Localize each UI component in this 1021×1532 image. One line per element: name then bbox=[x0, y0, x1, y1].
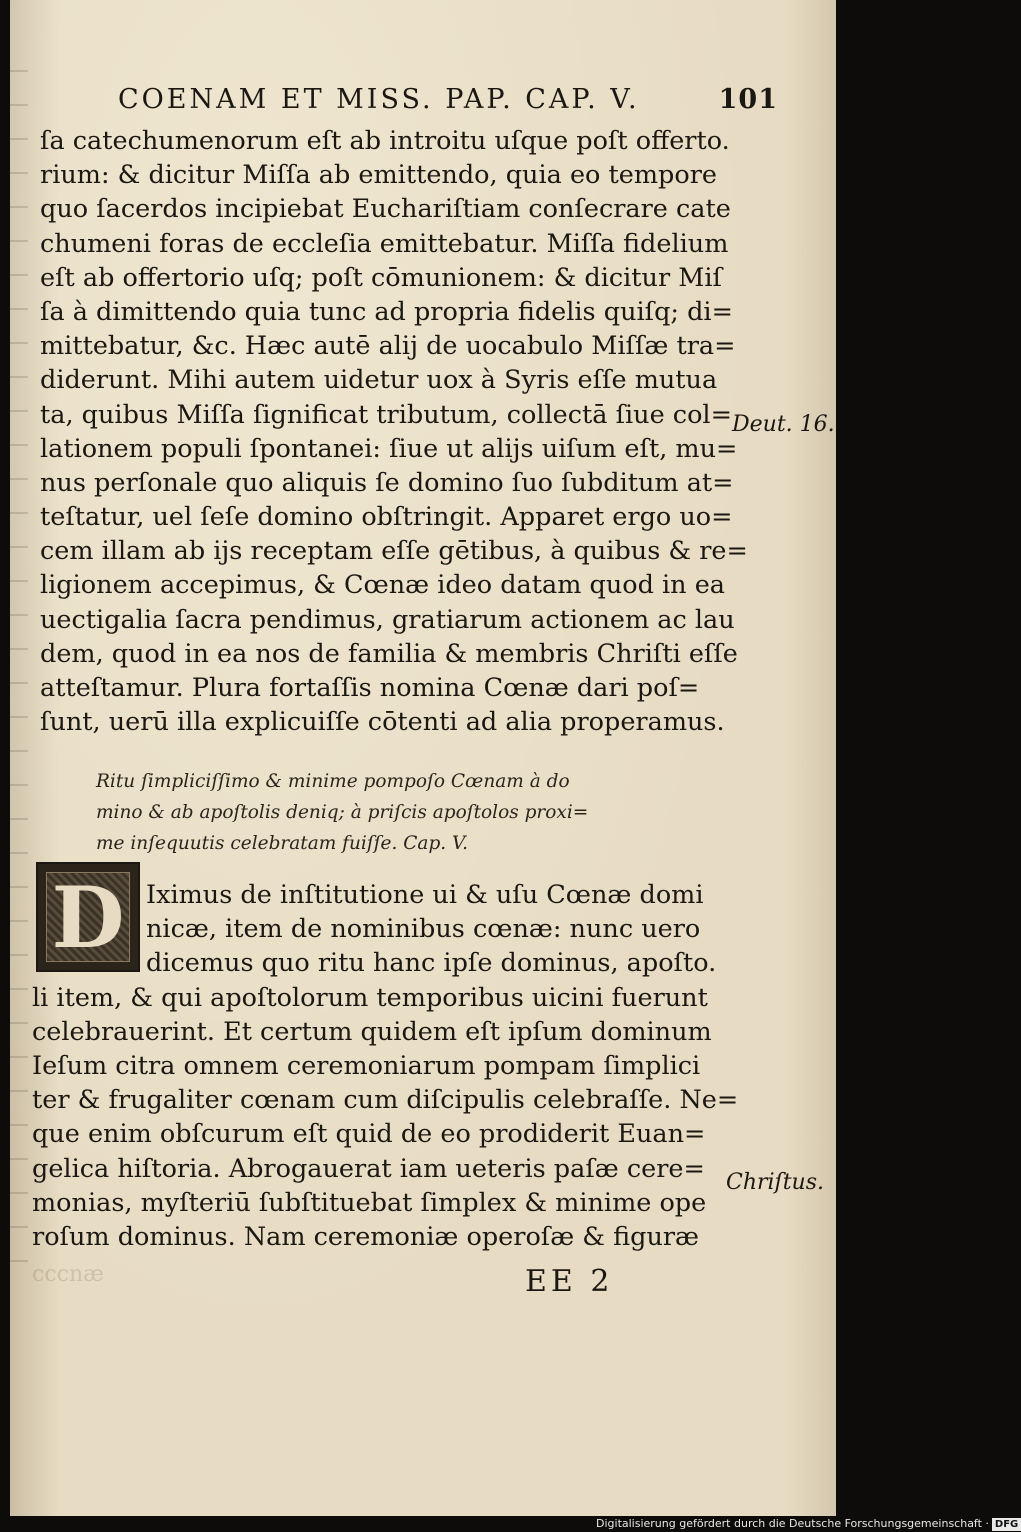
footer-credit: Digitalisierung gefördert durch die Deutsche Forschungsgemeinschaft · bbox=[596, 1517, 989, 1530]
text-line: Iximus de inſtitutione ui & uſu Cœnæ domi bbox=[146, 880, 704, 910]
heading-line: Ritu ſimpliciſſimo & minime pompoſo Cœnam à do bbox=[96, 771, 570, 792]
heading-line: me inſequutis celebratam fuiſſe. Cap. V. bbox=[96, 833, 469, 854]
text-line: mittebatur, &c. Hæc autē alij de uocabulo Miſſæ tra= bbox=[40, 331, 736, 362]
text-line: diderunt. Mihi autem uidetur uox à Syris eſſe mutua bbox=[40, 365, 718, 396]
text-line: chumeni foras de eccleſia emittebatur. Miſſa fidelium bbox=[40, 228, 729, 259]
marginal-note-deut: Deut. 16. bbox=[732, 412, 835, 437]
show-through-text: cccnæ bbox=[32, 1262, 104, 1287]
signature-mark: EE 2 bbox=[525, 1264, 614, 1299]
text-block-2 bbox=[32, 878, 752, 1254]
text-line: uectigalia ſacra pendimus, gratiarum actionem ac lau bbox=[40, 604, 735, 635]
text-line: que enim obſcurum eſt quid de eo prodiderit Euan= bbox=[32, 1119, 706, 1150]
text-line: celebrauerint. Et certum quidem eſt ipſum dominum bbox=[32, 1016, 712, 1047]
text-line: ter & frugaliter cœnam cum diſcipulis celebraſſe. Ne= bbox=[32, 1085, 739, 1116]
text-line: rium: & dicitur Miſſa ab emittendo, quia eo tempore bbox=[40, 160, 717, 191]
dfg-logo-icon: DFG bbox=[992, 1518, 1021, 1531]
text-line: Ieſum citra omnem ceremoniarum pompam ſimplici bbox=[32, 1050, 701, 1081]
text-block-1 bbox=[40, 124, 748, 739]
text-line: nus perſonale quo aliquis ſe domino ſuo ſubditum at= bbox=[40, 467, 734, 498]
text-line: gelica hiſtoria. Abrogauerat iam ueteris paſæ cere= bbox=[32, 1153, 705, 1184]
chapter-heading bbox=[96, 766, 736, 859]
heading-line: mino & ab apoſtolis deniq; à priſcis apoſtolos proxi= bbox=[96, 802, 589, 823]
text-line: ſunt, uerū illa explicuiſſe cōtenti ad alia properamus. bbox=[40, 707, 725, 738]
folio-number: 101 bbox=[718, 84, 778, 115]
text-line: monias, myſteriū ſubſtituebat ſimplex & minime ope bbox=[32, 1187, 707, 1218]
text-line: lationem populi ſpontanei: ſiue ut alijs uiſum eſt, mu= bbox=[40, 433, 738, 464]
text-line: atteſtamur. Plura fortaſſis nomina Cœnæ dari poſ= bbox=[40, 673, 700, 703]
text-line: ligionem accepimus, & Cœnæ ideo datam quod in ea bbox=[40, 570, 726, 601]
initial-letter: D bbox=[51, 868, 125, 967]
text-line: li item, & qui apoſtolorum temporibus uicini fuerunt bbox=[32, 982, 708, 1013]
text-line: ſa à dimittendo quia tunc ad propria fidelis quiſq; di= bbox=[40, 296, 733, 327]
text-line: eſt ab offertorio uſq; poſt cōmunionem: & dicitur Miſ bbox=[40, 262, 722, 293]
text-line: ſa catechumenorum eſt ab introitu uſque poſt offerto. bbox=[40, 126, 730, 156]
running-head: COENAM ET MISS. PAP. CAP. V. bbox=[118, 84, 640, 115]
text-line: dem, quod in ea nos de familia & membris Chriſti eſſe bbox=[40, 638, 738, 669]
book-page bbox=[10, 0, 836, 1516]
text-line: cem illam ab ijs receptam eſſe gētibus, à quibus & re= bbox=[40, 536, 748, 567]
text-line: nicæ, item de nominibus cœnæ: nunc uero bbox=[146, 914, 701, 945]
gutter-shadow bbox=[10, 70, 28, 1270]
text-line: roſum dominus. Nam ceremoniæ operoſæ & figuræ bbox=[32, 1221, 700, 1252]
marginal-note-christus: Chriſtus. bbox=[726, 1170, 824, 1195]
text-line: teſtatur, uel ſeſe domino obſtringit. Apparet ergo uo= bbox=[40, 502, 733, 533]
digitization-footer bbox=[596, 1516, 1019, 1532]
text-line: dicemus quo ritu hanc ipſe dominus, apoſto. bbox=[146, 948, 717, 979]
page-header bbox=[118, 84, 778, 120]
text-line: quo ſacerdos incipiebat Euchariſtiam conſecrare cate bbox=[40, 194, 731, 225]
text-line: ta, quibus Miſſa ſignificat tributum, collectā ſiue col= bbox=[40, 399, 732, 430]
